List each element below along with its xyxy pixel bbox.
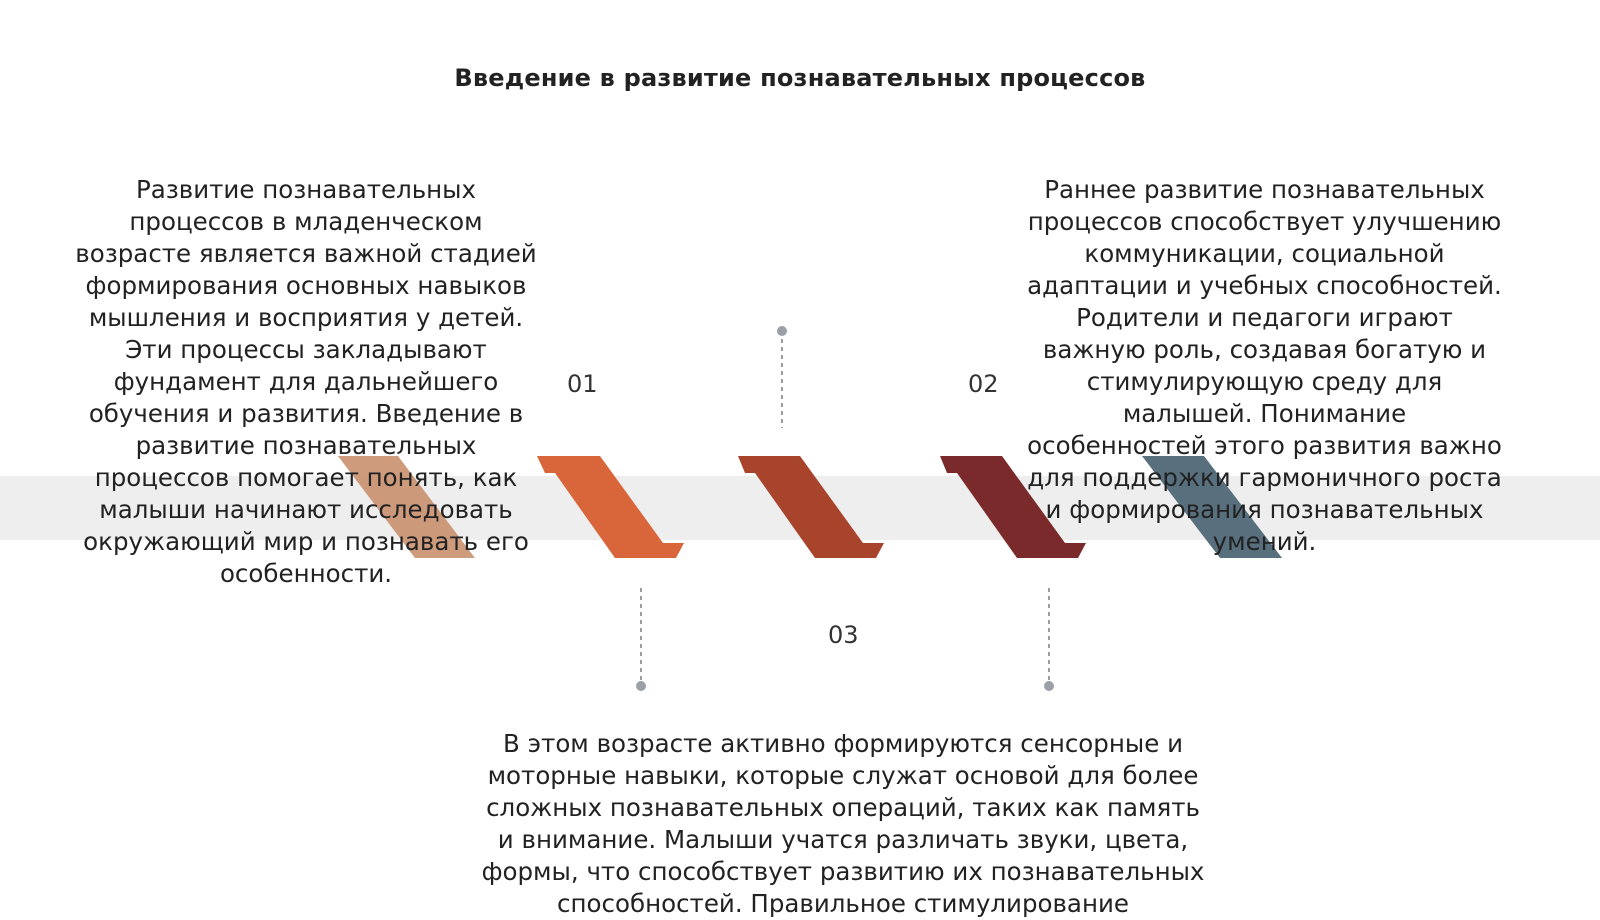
step-number-02: 02	[968, 370, 999, 398]
step-shape-2	[537, 456, 684, 558]
page-title: Введение в развитие познавательных процессов	[454, 64, 1146, 92]
step-text-02: Раннее развитие познавательных процессов способствует улучшению коммуникации, социальной адаптации и учебных способностей. Родители и педагоги играют важную роль, создавая богатую и стимулирующую среду для малышей. Понимание особенностей этого развития важно для поддержки гармоничного роста и формирования познавательных умений.	[1027, 175, 1502, 556]
connector-dot-bottom-left	[636, 681, 646, 691]
step-shape-3	[738, 456, 884, 558]
connector-dot-top	[777, 326, 787, 336]
connector-dot-bottom-right	[1044, 681, 1054, 691]
step-text-01: Развитие познавательных процессов в младенческом возрасте является важной стадией формирования основных навыков мышления и восприятия у детей. Эти процессы закладывают фундамент для дальнейшего обучения и развития. Введение в развитие познавательных процессов помогает понять, как малыши начинают исследовать окружающий мир и познавать его особенности.	[75, 175, 537, 588]
step-number-01: 01	[567, 370, 598, 398]
step-text-03: В этом возрасте активно формируются сенсорные и моторные навыки, которые служат основой для более сложных познавательных операций, таких как память и внимание. Малыши учатся различать звуки, цвета, формы, что способствует развитию их познавательных способностей. Правильное стимулирование	[481, 729, 1205, 918]
step-number-03: 03	[828, 621, 859, 649]
